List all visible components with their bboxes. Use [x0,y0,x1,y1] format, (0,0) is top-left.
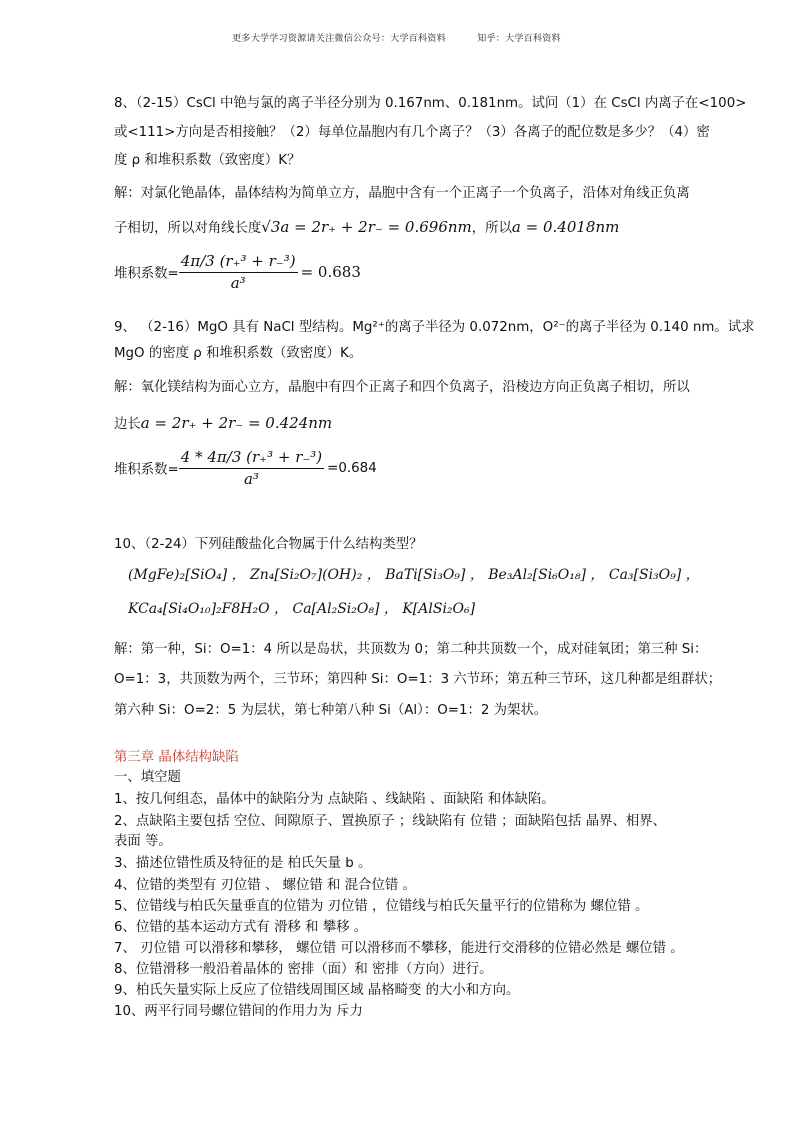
q8-packing-label: 堆积系数= [114,266,179,282]
q8-packing-denominator: a³ [230,274,246,292]
section-title: 一、填空题 [114,770,181,785]
q8-packing-fraction [179,252,298,292]
q8-diagonal-equation: √3a = 2r₊ + 2r₋ = 0.696nm [261,218,472,236]
q9-answer-2 [114,413,718,435]
q8-packing-numerator: 4π/3 (r₊³ + r₋³) [179,252,298,273]
fill-item-2: 2、点缺陷主要包括 空位、间隙原子、置换原子 ；线缺陷有 位错 ；面缺陷包括 晶界、相界、 [114,814,667,829]
fill-item-7: 7、 刃位错 可以滑移和攀移， 螺位错 可以滑移而不攀移，能进行交滑移的位错必然是 螺位错 。 [114,941,684,956]
q9-line-1: 9、 （2-16）MgO 具有 NaCl 型结构。Mg²⁺的离子半径为 0.072nm，O²⁻的离子半径为 0.140 nm。试求 [114,320,755,335]
q10-answer-2: O=1：3，共顶数为两个，三节环；第四种 Si：O=1：3 六节环；第五种三节环，这几种都是组群状； [114,672,722,687]
q8-line-1: 8、（2-15）CsCl 中铯与氯的离子半径分别为 0.167nm、0.181nm。试问（1）在 CsCl 内离子在<100> [114,96,747,111]
q10-answer-3: 第六种 Si：O=2：5 为层状，第七种第八种 Si（Al）：O=1：2 为架状。 [114,703,548,718]
q8-packing-formula [114,252,718,292]
fill-item-10: 10、两平行同号螺位错间的作用力为 斥力 [114,1004,363,1019]
fill-item-5: 5、位错线与柏氏矢量垂直的位错为 刃位错 ，位错线与柏氏矢量平行的位错称为 螺位错 。 [114,899,649,914]
q8-line-3: 度 ρ 和堆积系数（致密度）K？ [114,153,301,168]
q9-answer-2-prefix: 边长 [114,417,141,432]
q8-answer-2 [114,217,718,239]
q10-formulas-2: KCa₄[Si₄O₁₀]₂F8H₂O ， Ca[Al₂Si₂O₈] ， K[AlSi₂O₆] [128,601,476,617]
q10-answer-1: 解：第一种，Si：O=1：4 所以是岛状，共顶数为 0；第二种共顶数一个，成对硅氧团；第三种 Si： [114,642,708,657]
q9-edge-equation: a = 2r₊ + 2r₋ = 0.424nm [140,414,333,432]
q8-packing-value: = 0.683 [300,263,361,281]
q9-packing-numerator: 4 * 4π/3 (r₊³ + r₋³) [179,448,324,469]
q8-answer-2-prefix: 子相切，所以对角线长度 [114,221,262,236]
fill-item-1: 1、按几何组态，晶体中的缺陷分为 点缺陷 、线缺陷 、面缺陷 和体缺陷。 [114,792,555,807]
q9-packing-formula [114,448,718,488]
q9-packing-label: 堆积系数= [114,462,179,478]
page-header [0,31,793,44]
fill-item-8: 8、位错滑移一般沿着晶体的 密排（面）和 密排（方向）进行。 [114,962,493,977]
q8-line-2: 或<111>方向是否相接触？（2）每单位晶胞内有几个离子？（3）各离子的配位数是多少？（4）密 [114,125,710,140]
fill-item-2-cont: 表面 等。 [114,834,172,849]
q10-line-1: 10、（2-24）下列硅酸盐化合物属于什么结构类型？ [114,537,423,552]
q9-answer-1: 解：氧化镁结构为面心立方，晶胞中有四个正离子和四个负离子，沿棱边方向正负离子相切，所以 [114,380,690,395]
q8-lattice-constant: a = 0.4018nm [511,218,620,236]
fill-item-6: 6、位错的基本运动方式有 滑移 和 攀移 。 [114,920,368,935]
q8-answer-1: 解：对氯化铯晶体，晶体结构为简单立方，晶胞中含有一个正离子一个负离子，沿体对角线正负离 [114,186,690,201]
q10-formulas-1: (MgFe)₂[SiO₄] ， Zn₄[Si₂O₇](OH)₂ ， BaTi[Si₃O₉] ， Be₃Al₂[Si₆O₁₈] ， Ca₃[Si₃O₉] ， [128,567,700,583]
fill-item-4: 4、位错的类型有 刃位错 、 螺位错 和 混合位错 。 [114,878,416,893]
q9-packing-value: =0.684 [327,460,377,476]
q9-packing-denominator: a³ [243,470,259,488]
header-left: 更多大学学习资源请关注微信公众号：大学百科资料 [232,34,447,44]
q8-answer-2-mid: ，所以 [471,221,512,236]
header-right: 知乎：大学百科资料 [477,34,561,44]
chapter-title: 第三章 晶体结构缺陷 [114,750,239,765]
q9-packing-fraction [179,448,324,488]
q9-line-2: MgO 的密度 ρ 和堆积系数（致密度）K。 [114,346,363,361]
fill-item-9: 9、柏氏矢量实际上反应了位错线周围区域 晶格畸变 的大小和方向。 [114,983,520,998]
fill-item-3: 3、描述位错性质及特征的是 柏氏矢量 b 。 [114,856,372,871]
